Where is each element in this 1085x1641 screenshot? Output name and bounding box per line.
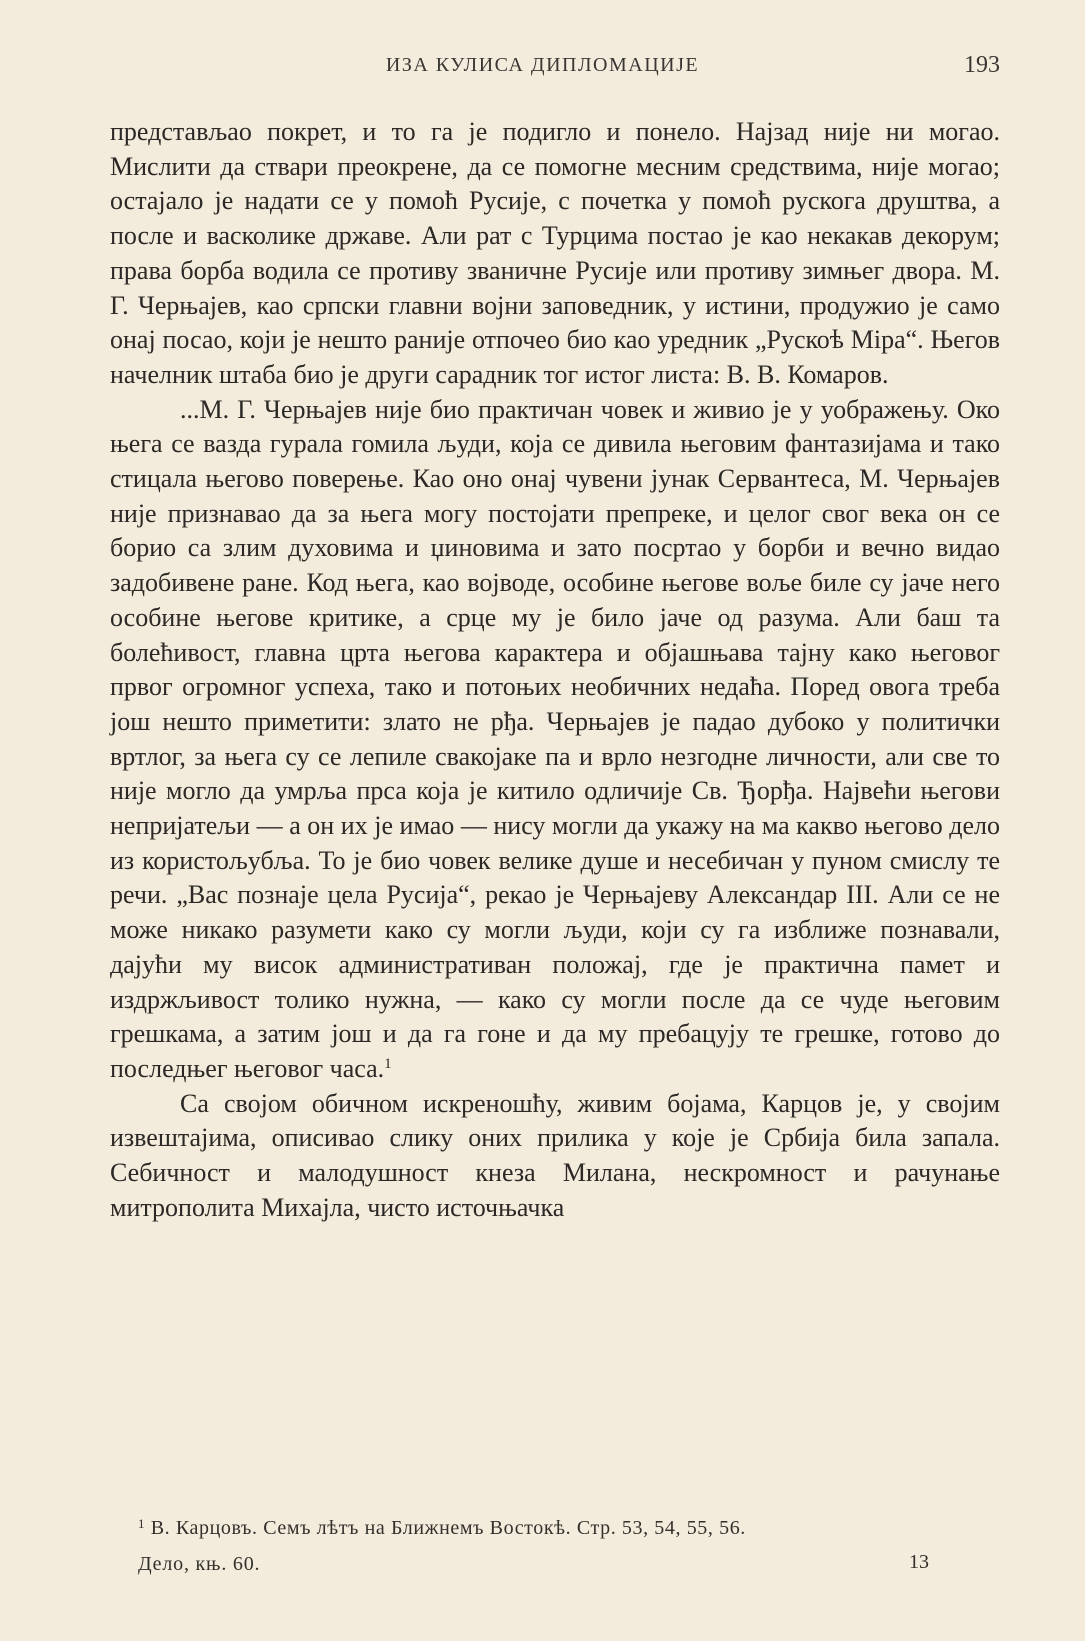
footnote-reference: 1 bbox=[384, 1055, 392, 1072]
footnote bbox=[138, 1517, 998, 1540]
paragraph bbox=[110, 393, 1000, 1087]
footnote-text: В. Карцовъ. Семъ лѣтъ на Ближнемъ Востокѣ. Стр. 53, 54, 55, 56. bbox=[150, 1517, 746, 1539]
page-number: 193 bbox=[964, 52, 1000, 78]
body-text bbox=[110, 115, 1000, 1226]
paragraph-text: представљао покрет, и то га је подигло и понело. Најзад није ни могао. Мислити да ствари преокрене, да се помогне месним средствима, није могао; остајало је надати се у помоћ Русије, с почетка у помоћ рускога друштва, а после и васколике државе. Али рат с Турцима постао је као некакав декорум; права борба водила се противу званичне Русије или противу зимњег двора. М. Г. Черњајев, као српски главни војни заповедник, у истини, продужио је само онај посао, који је нешто раније отпочео био као уредник „Рускоѣ Міра“. Његов начелник штаба био је други сарадник тог истог листа: В. В. Комаров. bbox=[110, 117, 1000, 389]
printer-signature: Дело, књ. 60. bbox=[138, 1553, 261, 1575]
paragraph-text: ...М. Г. Черњајев није био практичан човек и живио је у уображењу. Око њега се вазда гурала гомила људи, која се дивила његовим фантазијама и тако стицала његово поверење. Као оно онај чувени јунак Сервантеса, М. Черњајев није признавао да за њега могу постојати препреке, и целог свог века он се борио са злим духовима и џиновима и зато посртао у борби и вечно видао задобивене ране. Код њега, као војводе, особине његове воље биле су јаче него особине његове критике, а срце му је било јаче од разума. Али баш та болећивост, главна црта његова карактера и објашњава тајну како његовог првог огромног успеха, тако и потоњих необичних недаћа. Поред овога треба још нешто приметити: злато не рђа. Черњајев је падао дубоко у политички вртлог, за њега су се лепиле свакојаке па и врло незгодне личности, али све то није могло да умрља прса која је китило одличије Св. Ђорђа. Највећи његови непријатељи — а он их је имао — нису могли да укажу на ма какво његово дело из користољубља. То је био човек велике душе и несебичан у пуном смислу те речи. „Вас познаје цела Русија“, рекао је Черњајеву Александар III. Али се не може никако разумети како су могли људи, који су га изближе познавали, дајући му висок административан положај, где је практична памет и издржљивост толико нужна, — како су могли после да се чуде његовим грешкама, а затим још и да га гоне и да му пребацују те грешке, готово до последњег његовог часа. bbox=[110, 394, 1000, 1083]
paragraph-text: Са својом обичном искреношћу, живим бојама, Карцов је, у својим извештајима, описивао слику оних прилика у које је Србија била запала. Себичност и малодушност кнеза Милана, нескромност и рачунање митрополита Михајла, чисто источњачка bbox=[110, 1088, 1000, 1222]
paragraph bbox=[110, 1087, 1000, 1226]
footnote-mark: 1 bbox=[138, 1516, 146, 1531]
running-title: ИЗА КУЛИСА ДИПЛОМАЦИЈЕ bbox=[385, 54, 700, 76]
paragraph bbox=[110, 115, 1000, 393]
sheet-number: 13 bbox=[909, 1551, 929, 1573]
page-header bbox=[0, 48, 1085, 82]
